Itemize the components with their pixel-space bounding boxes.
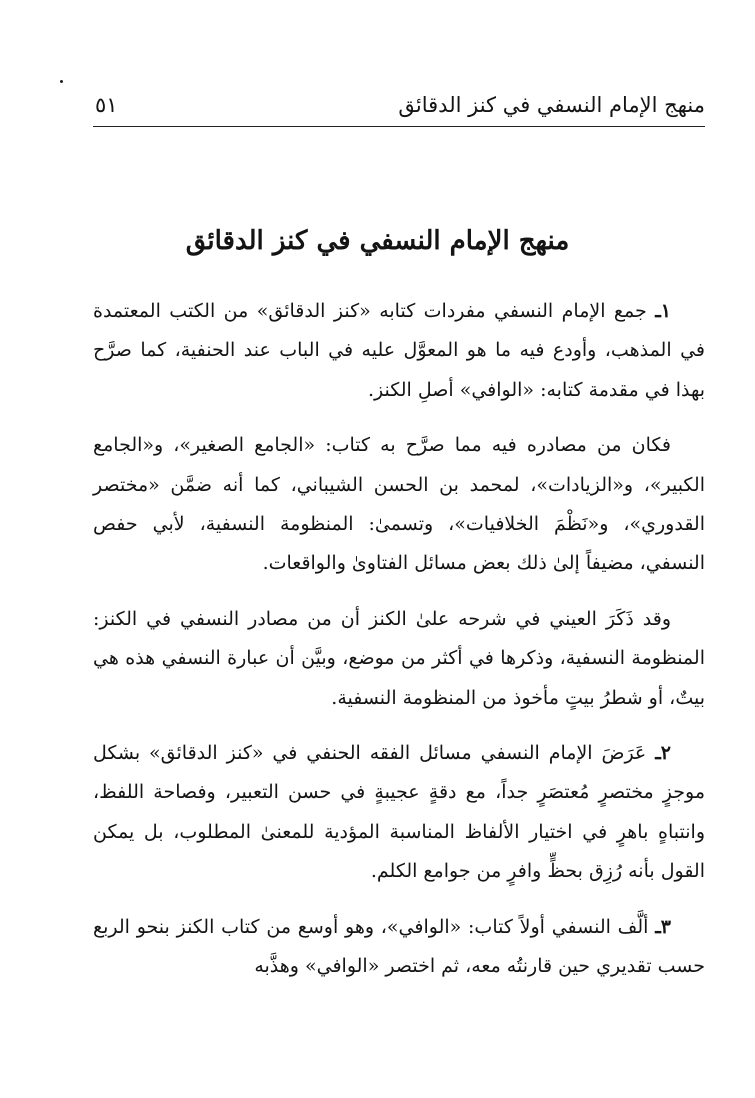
paragraph-2 bbox=[93, 426, 705, 584]
paragraph-4 bbox=[93, 734, 705, 892]
paragraph-text: ألَّف النسفي أولاً كتاب: «الوافي»، وهو أوسع من كتاب الكنز بنحو الربع حسب تقديري حين قارنتُه معه، ثم اختصر «الوافي» وهذَّبه bbox=[93, 915, 705, 978]
paragraph-number: ٢ـ bbox=[655, 742, 671, 765]
page-number: ٥١ bbox=[95, 93, 118, 117]
paragraph-text: فكان من مصادره فيه مما صرَّح به كتاب: «الجامع الصغير»، و«الجامع الكبير»، و«الزيادات»، لمحمد بن الحسن الشيباني، كما أنه ضمَّن «مختصر القدوري»، و«نَظْمَ الخلافيات»، وتسمىٰ: المنظومة النسفية، لأبي حفص النسفي، مضيفاً إلىٰ ذلك بعض مسائل الفتاوىٰ والواقعات. bbox=[93, 434, 705, 575]
paragraph-text: وقد ذَكَرَ العيني في شرحه علىٰ الكنز أن من مصادر النسفي في الكنز: المنظومة النسفية، وذكرها في أكثر من موضع، وبيَّن أن عبارة النسفي هذه هي بيتٌ، أو شطرُ بيتٍ مأخوذ من المنظومة النسفية. bbox=[93, 607, 705, 709]
paragraph-5 bbox=[93, 908, 705, 987]
paragraph-number: ١ـ bbox=[655, 300, 671, 322]
paragraph-number: ٣ـ bbox=[655, 915, 671, 938]
paragraph-text: جمع الإمام النسفي مفردات كتابه «كنز الدقائق» من الكتب المعتمدة في المذهب، وأودع فيه ما هو المعوَّل عليه في الباب عند الحنفية، كما صرَّح بهذا في مقدمة كتابه: «الوافي» أصلِ الكنز. bbox=[93, 300, 705, 401]
chapter-title: منهج الإمام النسفي في كنز الدقائق bbox=[185, 226, 570, 256]
paragraph-text: عَرَضَ الإمام النسفي مسائل الفقه الحنفي في «كنز الدقائق» بشكل موجزٍ مختصرٍ مُعتصَرٍ جداً، مع دقةٍ عجيبةٍ في حسن التعبير، وفصاحة اللفظ، وانتباهٍ باهرٍ في اختيار الألفاظ المناسبة المؤدية للمعنىٰ المطلوب، بل يمكن القول بأنه رُزِق بحظٍّ وافرٍ من جوامع الكلم. bbox=[93, 742, 705, 883]
body-text bbox=[93, 292, 705, 987]
paragraph-1 bbox=[93, 292, 705, 410]
running-header-title: منهج الإمام النسفي في كنز الدقائق bbox=[398, 93, 705, 117]
paragraph-3 bbox=[93, 600, 705, 718]
print-speck bbox=[60, 80, 63, 83]
running-header bbox=[93, 88, 705, 127]
